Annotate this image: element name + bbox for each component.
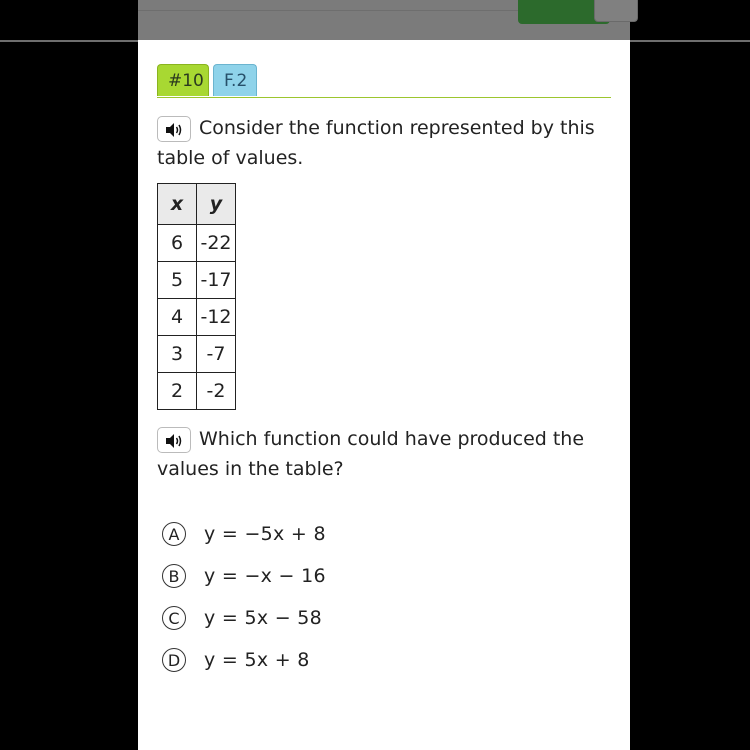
table-cell: -7 — [197, 336, 236, 373]
choice-b-text: y = −x − 16 — [204, 565, 326, 587]
choice-b[interactable] — [162, 555, 326, 597]
standard-tag[interactable]: F.2 — [213, 64, 257, 96]
table-cell: -2 — [197, 373, 236, 410]
table-cell: -17 — [197, 262, 236, 299]
answer-choices — [162, 513, 326, 681]
column-header-y: y — [197, 184, 236, 225]
table-row — [158, 336, 236, 373]
question-sheet — [138, 40, 630, 750]
table-cell: 2 — [158, 373, 197, 410]
table-cell: 3 — [158, 336, 197, 373]
question-number-tag: #10 — [157, 64, 209, 96]
audio-button-1[interactable] — [157, 116, 191, 142]
choice-c[interactable] — [162, 597, 326, 639]
table-cell: 4 — [158, 299, 197, 336]
prompt-2-text: Which function could have produced the values in the table? — [157, 428, 585, 480]
tag-underline — [157, 97, 611, 98]
choice-d-radio[interactable]: D — [162, 648, 186, 672]
choice-c-text: y = 5x − 58 — [204, 607, 323, 629]
choice-a-text: y = −5x + 8 — [204, 523, 326, 545]
choice-d-text: y = 5x + 8 — [204, 649, 310, 671]
choice-a-radio[interactable]: A — [162, 522, 186, 546]
choice-a[interactable] — [162, 513, 326, 555]
table-row — [158, 262, 236, 299]
top-bar — [138, 0, 630, 40]
prompt-2 — [157, 424, 617, 484]
table-cell: 6 — [158, 225, 197, 262]
question-tags — [157, 64, 257, 98]
secondary-button-dimmed[interactable] — [594, 0, 638, 22]
choice-c-radio[interactable]: C — [162, 606, 186, 630]
table-cell: -12 — [197, 299, 236, 336]
prompt-1-text: Consider the function represented by this table of values. — [157, 117, 595, 169]
column-header-x: x — [158, 184, 197, 225]
divider-right — [630, 40, 750, 42]
table-row — [158, 299, 236, 336]
divider-left — [0, 40, 138, 42]
choice-d[interactable] — [162, 639, 326, 681]
table-cell: -22 — [197, 225, 236, 262]
table-cell: 5 — [158, 262, 197, 299]
audio-button-2[interactable] — [157, 427, 191, 453]
prompt-1 — [157, 113, 617, 173]
table-row — [158, 225, 236, 262]
speaker-icon — [166, 434, 184, 448]
choice-b-radio[interactable]: B — [162, 564, 186, 588]
values-table — [157, 183, 236, 410]
speaker-icon — [166, 123, 184, 137]
table-row — [158, 373, 236, 410]
